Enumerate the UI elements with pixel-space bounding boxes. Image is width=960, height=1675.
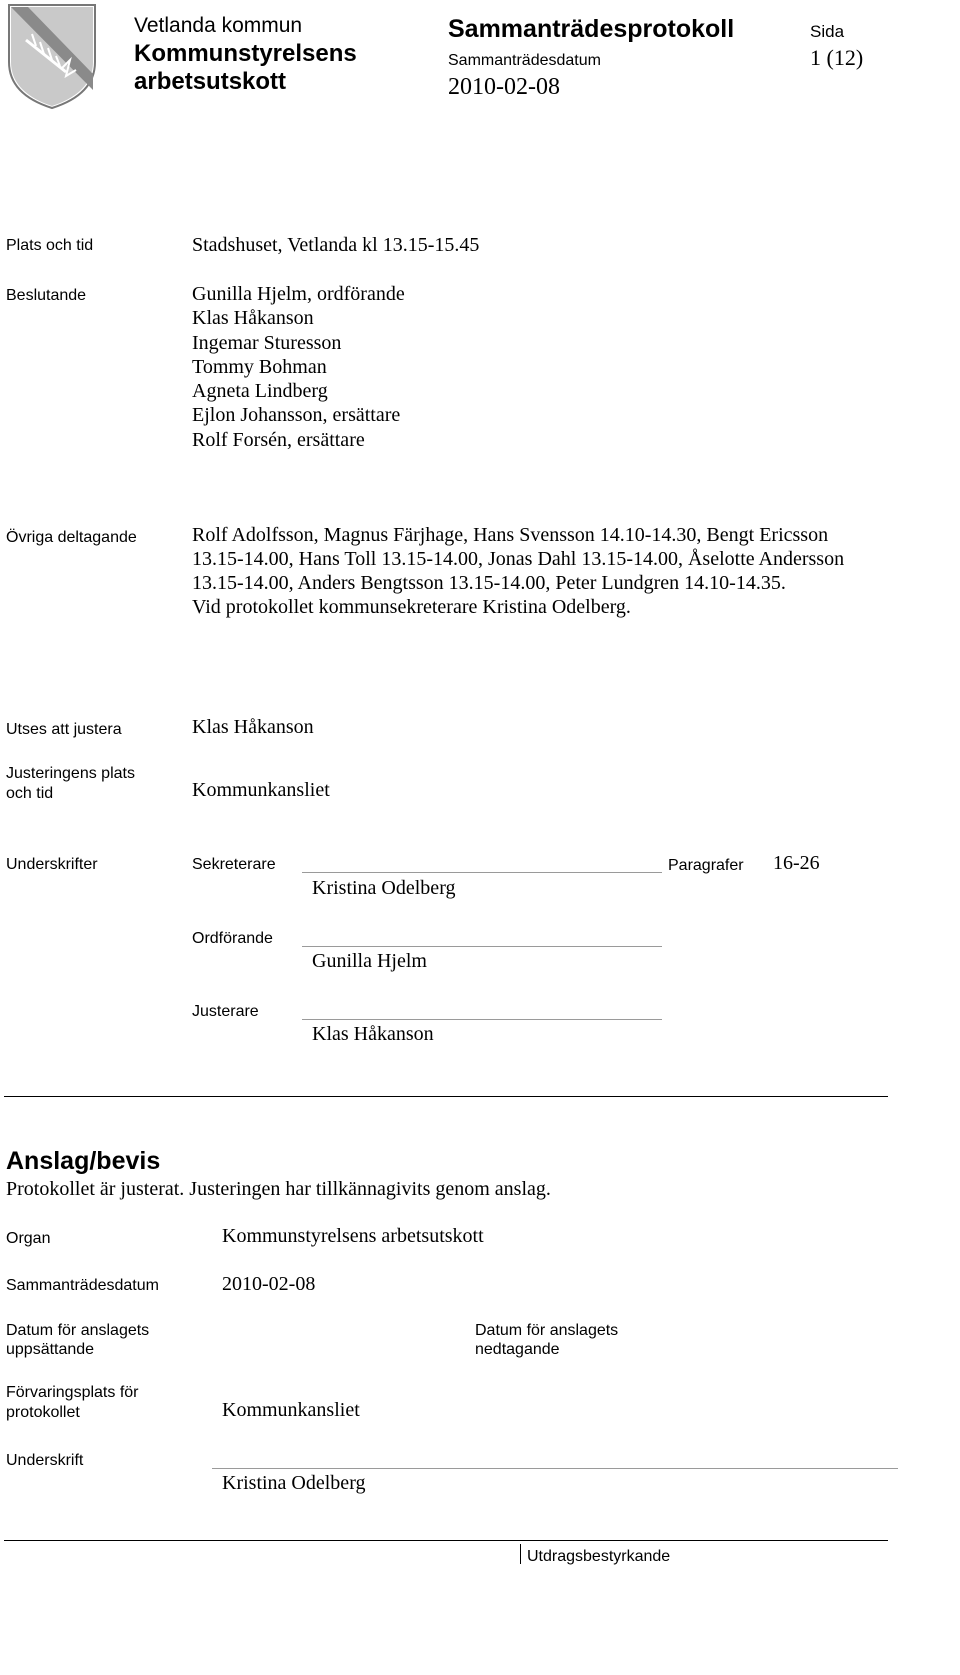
deciding-member: Klas Håkanson (192, 307, 314, 330)
organ-value: Kommunstyrelsens arbetsutskott (222, 1225, 484, 1247)
chair-signature-line (302, 946, 662, 947)
other-participants-line: 13.15-14.00, Anders Bengtsson 13.15-14.00, Peter Lundgren 14.10-14.35. (192, 572, 786, 594)
deciding-member: Gunilla Hjelm, ordförande (192, 283, 405, 305)
adjuster-sign-label: Justerare (192, 1003, 259, 1020)
posted-date-label-line2: uppsättande (6, 1341, 95, 1358)
section-divider (4, 1096, 888, 1097)
paragraphs-value: 16-26 (773, 852, 820, 874)
secretary-signature-line (302, 872, 662, 873)
other-participants-label: Övriga deltagande (6, 529, 137, 546)
storage-label-line2: protokollet (6, 1404, 80, 1421)
committee-name-line2: arbetsutskott (134, 68, 287, 95)
page-number: 1 (12) (810, 45, 864, 70)
organ-label: Organ (6, 1230, 51, 1247)
committee-name-line1: Kommunstyrelsens (134, 40, 357, 67)
document-title: Sammanträdesprotokoll (448, 15, 735, 43)
other-participants-line: Rolf Adolfsson, Magnus Färjhage, Hans Svensson 14.10-14.30, Bengt Ericsson (192, 524, 829, 546)
secretary-label: Sekreterare (192, 856, 276, 873)
deciding-member: Agneta Lindberg (192, 380, 328, 403)
posted-date-label-line1: Datum för anslagets (6, 1322, 150, 1339)
secretary-name: Kristina Odelberg (312, 877, 456, 899)
removed-date-label-line2: nedtagande (475, 1341, 560, 1358)
notice-signer-name: Kristina Odelberg (222, 1472, 366, 1494)
removed-date-label-line1: Datum för anslagets (475, 1322, 619, 1339)
notice-heading: Anslag/bevis (6, 1147, 161, 1175)
adjuster-value: Klas Håkanson (192, 716, 314, 738)
deciding-member: Rolf Forsén, ersättare (192, 428, 365, 451)
meeting-date-label: Sammanträdesdatum (448, 52, 601, 69)
deciding-member: Ingemar Sturesson (192, 331, 342, 354)
chair-name: Gunilla Hjelm (312, 950, 427, 972)
adjuster-signature-line (302, 1019, 662, 1020)
chair-label: Ordförande (192, 930, 273, 947)
other-participants-line: Vid protokollet kommunsekreterare Kristina Odelberg. (192, 596, 631, 618)
organization-name: Vetlanda kommun (134, 14, 303, 37)
place-value: Stadshuset, Vetlanda kl 13.15-15.45 (192, 234, 480, 256)
deciding-list (192, 282, 405, 452)
adjustment-place-label-line2: och tid (6, 785, 54, 802)
adjuster-label: Utses att justera (6, 721, 122, 738)
other-participants-line: 13.15-14.00, Hans Toll 13.15-14.00, Jonas Dahl 13.15-14.00, Åselotte Andersson (192, 548, 845, 570)
adjustment-place-label-line1: Justeringens plats (6, 765, 135, 782)
footer-box-divider (520, 1544, 521, 1564)
place-label: Plats och tid (6, 237, 94, 254)
notice-date-label: Sammanträdesdatum (6, 1277, 159, 1294)
paragraphs-label: Paragrafer (668, 857, 744, 874)
footer-divider (4, 1540, 888, 1541)
page-label: Sida (810, 22, 845, 41)
notice-signature-line (212, 1468, 898, 1469)
deciding-member: Ejlon Johansson, ersättare (192, 404, 401, 427)
signature-label: Underskrift (6, 1452, 84, 1469)
other-participants-text (192, 523, 844, 619)
adjustment-place-value: Kommunkansliet (192, 779, 330, 801)
deciding-member: Tommy Bohman (192, 355, 327, 378)
coat-of-arms-logo (6, 2, 98, 110)
certification-label: Utdragsbestyrkande (527, 1548, 671, 1565)
storage-value: Kommunkansliet (222, 1399, 360, 1421)
notice-text: Protokollet är justerat. Justeringen har tillkännagivits genom anslag. (6, 1178, 551, 1200)
signatures-label: Underskrifter (6, 856, 98, 873)
storage-label-line1: Förvaringsplats för (6, 1384, 139, 1401)
adjuster-sign-name: Klas Håkanson (312, 1023, 434, 1045)
deciding-label: Beslutande (6, 287, 87, 304)
notice-date-value: 2010-02-08 (222, 1273, 316, 1295)
meeting-date: 2010-02-08 (448, 74, 560, 100)
